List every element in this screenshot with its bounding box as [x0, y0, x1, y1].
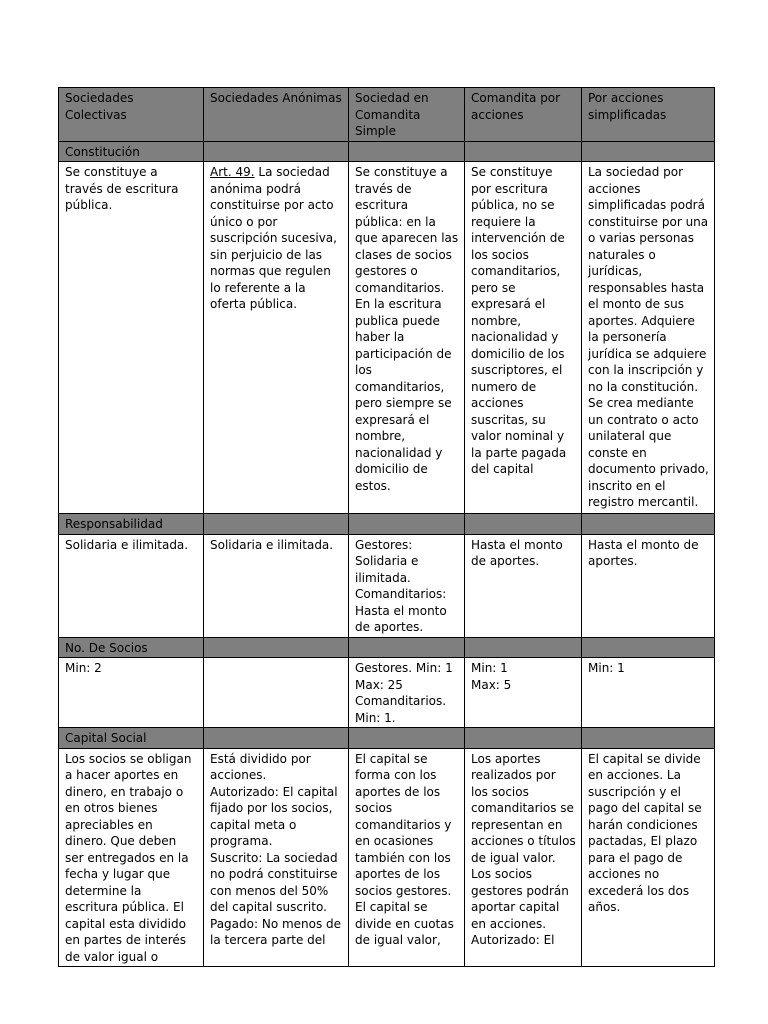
header-cell: Sociedades Anónimas — [204, 88, 349, 142]
header-cell: Sociedad en Comandita Simple — [349, 88, 465, 142]
cell-text: La sociedad anónima podrá constituirse por acto único o por suscripción sucesiva, sin perjuicio de las normas que regulen lo referente a la oferta pública. — [210, 165, 341, 311]
table-cell: Solidaria e ilimitada. — [59, 534, 204, 637]
table-cell: Se constituye a través de escritura pública. — [59, 162, 204, 514]
comparison-table — [58, 87, 715, 967]
table-cell: Solidaria e ilimitada. — [204, 534, 349, 637]
section-title: No. De Socios — [59, 637, 204, 658]
table-row — [59, 534, 715, 637]
header-cell: Comandita por acciones — [465, 88, 582, 142]
table-cell — [204, 162, 349, 514]
table-cell — [204, 658, 349, 728]
article-reference: Art. 49. — [210, 165, 255, 179]
section-row-responsabilidad — [59, 514, 715, 535]
section-row-socios — [59, 637, 715, 658]
header-cell: Por acciones simplificadas — [582, 88, 715, 142]
header-row — [59, 88, 715, 142]
table-cell: El capital se divide en acciones. La suscripción y el pago del capital se harán condiciones pactadas, El plazo para el pago de acciones no excederá los dos años. — [582, 748, 715, 967]
table-cell: Min: 2 — [59, 658, 204, 728]
table-cell: Se constituye a través de escritura pública: en la que aparecen las clases de socios gestores o comanditarios. En la escritura publica puede haber la participación de los comanditarios, pero siempre se expresará el nombre, nacionalidad y domicilio de estos. — [349, 162, 465, 514]
table-cell: Gestores. Min: 1 Max: 25 Comanditarios. Min: 1. — [349, 658, 465, 728]
section-row-constitucion — [59, 141, 715, 162]
table-cell: Hasta el monto de aportes. — [465, 534, 582, 637]
table-cell: Los socios se obligan a hacer aportes en dinero, en trabajo o en otros bienes apreciables en dinero. Que deben ser entregados en la fecha y lugar que determine la escritura pública. El capital esta dividido en partes de interés de valor igual o — [59, 748, 204, 967]
table-cell: Los aportes realizados por los socios comanditarios se representan en acciones o títulos de igual valor. Los socios gestores podrán aportar capital en acciones. Autorizado: El — [465, 748, 582, 967]
table-cell: El capital se forma con los aportes de los socios comanditarios y en ocasiones también con los aportes de los socios gestores. El capital se divide en cuotas de igual valor, — [349, 748, 465, 967]
table-cell: Gestores: Solidaria e ilimitada. Comanditarios: Hasta el monto de aportes. — [349, 534, 465, 637]
table-row — [59, 162, 715, 514]
table-cell: Está dividido por acciones. Autorizado: El capital fijado por los socios, capital meta o programa. Suscrito: La sociedad no podrá constituirse con menos del 50% del capital suscrito. Pagado: No menos de la tercera parte del — [204, 748, 349, 967]
table-row — [59, 658, 715, 728]
table-cell: Hasta el monto de aportes. — [582, 534, 715, 637]
section-row-capital — [59, 728, 715, 749]
table-cell: Se constituye por escritura pública, no se requiere la intervención de los socios comanditarios, pero se expresará el nombre, nacionalidad y domicilio de los suscriptores, el numero de acciones suscritas, su valor nominal y la parte pagada del capital — [465, 162, 582, 514]
table-row — [59, 748, 715, 967]
section-title: Responsabilidad — [59, 514, 204, 535]
table-cell: La sociedad por acciones simplificadas podrá constituirse por una o varias personas naturales o jurídicas, responsables hasta el monto de sus aportes. Adquiere la personería jurídica se adquiere con la inscripción y no la constitución. Se crea mediante un contrato o acto unilateral que conste en documento privado, inscrito en el registro mercantil. — [582, 162, 715, 514]
section-title: Constitución — [59, 141, 204, 162]
section-title: Capital Social — [59, 728, 204, 749]
header-cell: Sociedades Colectivas — [59, 88, 204, 142]
table-cell: Min: 1 — [582, 658, 715, 728]
table-cell: Min: 1 Max: 5 — [465, 658, 582, 728]
